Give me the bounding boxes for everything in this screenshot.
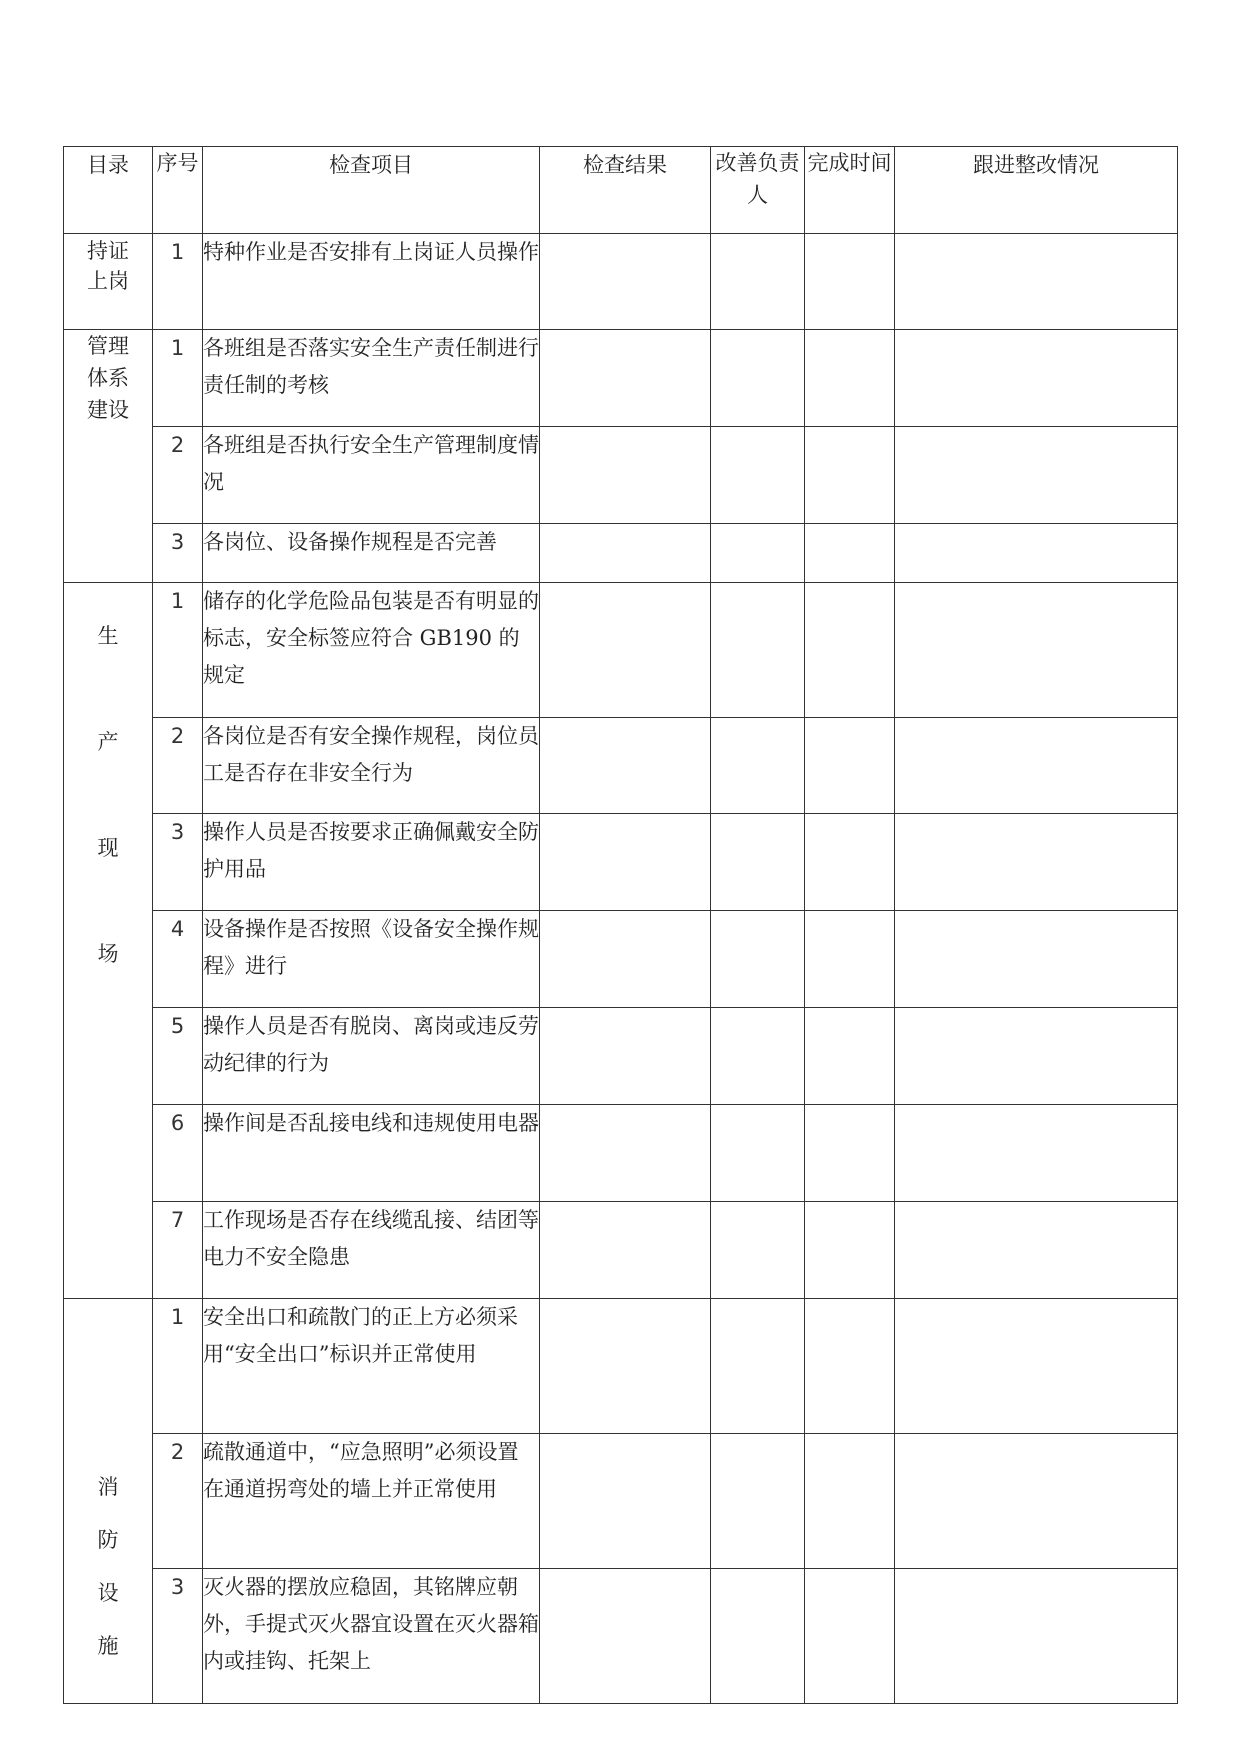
seq-cell: 5 bbox=[153, 1008, 203, 1105]
due-cell[interactable] bbox=[805, 583, 895, 718]
due-cell[interactable] bbox=[805, 427, 895, 524]
table-row bbox=[64, 814, 1178, 911]
owner-cell[interactable] bbox=[711, 718, 805, 814]
owner-cell[interactable] bbox=[711, 1434, 805, 1569]
followup-cell[interactable] bbox=[895, 718, 1178, 814]
owner-cell[interactable] bbox=[711, 1105, 805, 1202]
item-cell: 储存的化学危险品包装是否有明显的标志，安全标签应符合 GB190 的规定 bbox=[203, 583, 540, 718]
category-char: 设 bbox=[97, 1581, 119, 1605]
seq-cell: 3 bbox=[153, 1569, 203, 1704]
owner-cell[interactable] bbox=[711, 234, 805, 330]
seq-cell: 1 bbox=[153, 583, 203, 718]
table-row bbox=[64, 1105, 1178, 1202]
followup-cell[interactable] bbox=[895, 427, 1178, 524]
category-cell bbox=[64, 1299, 153, 1704]
owner-cell[interactable] bbox=[711, 330, 805, 427]
item-cell: 操作人员是否按要求正确佩戴安全防护用品 bbox=[203, 814, 540, 911]
seq-cell: 1 bbox=[153, 1299, 203, 1434]
result-cell[interactable] bbox=[540, 1434, 711, 1569]
result-cell[interactable] bbox=[540, 1202, 711, 1299]
owner-cell[interactable] bbox=[711, 1299, 805, 1434]
followup-cell[interactable] bbox=[895, 814, 1178, 911]
followup-cell[interactable] bbox=[895, 330, 1178, 427]
due-cell[interactable] bbox=[805, 1008, 895, 1105]
header-item: 检查项目 bbox=[203, 147, 540, 234]
due-cell[interactable] bbox=[805, 234, 895, 330]
item-cell: 特种作业是否安排有上岗证人员操作 bbox=[203, 234, 540, 330]
category-cell bbox=[64, 234, 153, 330]
header-due: 完成时间 bbox=[805, 147, 895, 234]
category-char: 防 bbox=[97, 1528, 119, 1552]
item-cell: 工作现场是否存在线缆乱接、结团等电力不安全隐患 bbox=[203, 1202, 540, 1299]
category-char: 施 bbox=[97, 1634, 119, 1658]
due-cell[interactable] bbox=[805, 1299, 895, 1434]
result-cell[interactable] bbox=[540, 1299, 711, 1434]
item-cell: 灭火器的摆放应稳固，其铭牌应朝外，手提式灭火器宜设置在灭火器箱内或挂钩、托架上 bbox=[203, 1569, 540, 1704]
result-cell[interactable] bbox=[540, 814, 711, 911]
seq-cell: 7 bbox=[153, 1202, 203, 1299]
table-row bbox=[64, 524, 1178, 583]
table-row bbox=[64, 718, 1178, 814]
followup-cell[interactable] bbox=[895, 1105, 1178, 1202]
due-cell[interactable] bbox=[805, 814, 895, 911]
item-cell: 设备操作是否按照《设备安全操作规程》进行 bbox=[203, 911, 540, 1008]
followup-cell[interactable] bbox=[895, 234, 1178, 330]
table-row bbox=[64, 1202, 1178, 1299]
header-followup: 跟进整改情况 bbox=[895, 147, 1178, 234]
seq-cell: 1 bbox=[153, 330, 203, 427]
table-row bbox=[64, 330, 1178, 427]
due-cell[interactable] bbox=[805, 1569, 895, 1704]
item-cell: 各班组是否执行安全生产管理制度情况 bbox=[203, 427, 540, 524]
item-cell: 各岗位、设备操作规程是否完善 bbox=[203, 524, 540, 583]
table-row bbox=[64, 234, 1178, 330]
owner-cell[interactable] bbox=[711, 911, 805, 1008]
seq-cell: 3 bbox=[153, 524, 203, 583]
followup-cell[interactable] bbox=[895, 583, 1178, 718]
due-cell[interactable] bbox=[805, 524, 895, 583]
owner-cell[interactable] bbox=[711, 583, 805, 718]
result-cell[interactable] bbox=[540, 330, 711, 427]
followup-cell[interactable] bbox=[895, 524, 1178, 583]
table-row bbox=[64, 583, 1178, 718]
header-seq: 序号 bbox=[153, 147, 203, 234]
owner-cell[interactable] bbox=[711, 814, 805, 911]
result-cell[interactable] bbox=[540, 234, 711, 330]
seq-cell: 2 bbox=[153, 718, 203, 814]
due-cell[interactable] bbox=[805, 718, 895, 814]
seq-cell: 2 bbox=[153, 427, 203, 524]
followup-cell[interactable] bbox=[895, 1202, 1178, 1299]
result-cell[interactable] bbox=[540, 1105, 711, 1202]
item-cell: 各班组是否落实安全生产责任制进行责任制的考核 bbox=[203, 330, 540, 427]
category-cell bbox=[64, 583, 153, 1299]
result-cell[interactable] bbox=[540, 524, 711, 583]
item-cell: 操作间是否乱接电线和违规使用电器 bbox=[203, 1105, 540, 1202]
result-cell[interactable] bbox=[540, 1569, 711, 1704]
due-cell[interactable] bbox=[805, 330, 895, 427]
due-cell[interactable] bbox=[805, 1105, 895, 1202]
seq-cell: 6 bbox=[153, 1105, 203, 1202]
category-label: 管理体系建设 bbox=[87, 334, 129, 422]
item-cell: 疏散通道中，“应急照明”必须设置在通道拐弯处的墙上并正常使用 bbox=[203, 1434, 540, 1569]
owner-cell[interactable] bbox=[711, 524, 805, 583]
owner-cell[interactable] bbox=[711, 1008, 805, 1105]
owner-cell[interactable] bbox=[711, 1202, 805, 1299]
result-cell[interactable] bbox=[540, 911, 711, 1008]
category-char: 现 bbox=[97, 836, 119, 860]
result-cell[interactable] bbox=[540, 427, 711, 524]
category-char: 场 bbox=[97, 942, 119, 966]
category-char: 消 bbox=[97, 1475, 119, 1499]
followup-cell[interactable] bbox=[895, 1569, 1178, 1704]
followup-cell[interactable] bbox=[895, 1434, 1178, 1569]
owner-cell[interactable] bbox=[711, 427, 805, 524]
due-cell[interactable] bbox=[805, 1434, 895, 1569]
owner-cell[interactable] bbox=[711, 1569, 805, 1704]
seq-cell: 3 bbox=[153, 814, 203, 911]
table-row bbox=[64, 1569, 1178, 1704]
result-cell[interactable] bbox=[540, 1008, 711, 1105]
category-label bbox=[64, 583, 152, 1007]
table-row bbox=[64, 1008, 1178, 1105]
seq-cell: 2 bbox=[153, 1434, 203, 1569]
item-cell: 安全出口和疏散门的正上方必须采用“安全出口”标识并正常使用 bbox=[203, 1299, 540, 1434]
table-row bbox=[64, 1434, 1178, 1569]
due-cell[interactable] bbox=[805, 911, 895, 1008]
followup-cell[interactable] bbox=[895, 911, 1178, 1008]
result-cell[interactable] bbox=[540, 583, 711, 718]
followup-cell[interactable] bbox=[895, 1008, 1178, 1105]
header-row bbox=[64, 147, 1178, 234]
seq-cell: 4 bbox=[153, 911, 203, 1008]
inspection-table bbox=[63, 146, 1178, 1704]
table-row bbox=[64, 1299, 1178, 1434]
header-owner: 改善负责人 bbox=[711, 147, 805, 234]
seq-cell: 1 bbox=[153, 234, 203, 330]
category-char: 生 bbox=[97, 624, 119, 648]
category-cell bbox=[64, 330, 153, 583]
category-char: 产 bbox=[97, 730, 119, 754]
item-cell: 各岗位是否有安全操作规程，岗位员工是否存在非安全行为 bbox=[203, 718, 540, 814]
table-row bbox=[64, 427, 1178, 524]
header-result: 检查结果 bbox=[540, 147, 711, 234]
header-category: 目录 bbox=[64, 147, 153, 234]
table-row bbox=[64, 911, 1178, 1008]
item-cell: 操作人员是否有脱岗、离岗或违反劳动纪律的行为 bbox=[203, 1008, 540, 1105]
result-cell[interactable] bbox=[540, 718, 711, 814]
due-cell[interactable] bbox=[805, 1202, 895, 1299]
category-label: 持证上岗 bbox=[87, 239, 129, 293]
category-label bbox=[64, 1461, 152, 1673]
followup-cell[interactable] bbox=[895, 1299, 1178, 1434]
